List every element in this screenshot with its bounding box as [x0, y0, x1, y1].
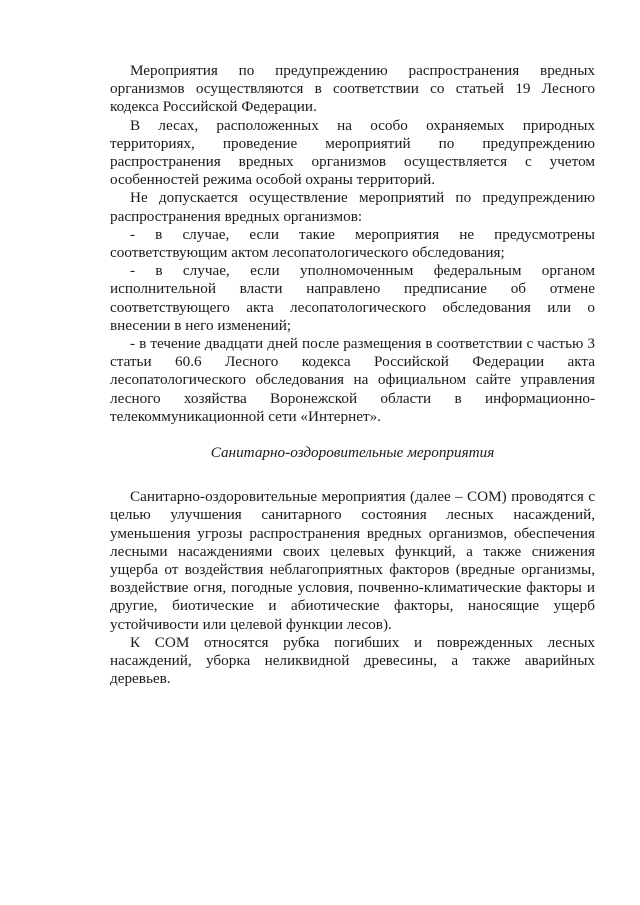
paragraph-protected-territories: В лесах, расположенных на особо охраняемых природных территориях, проведение мероприятий по предупреждению распространения вредных организмов осуществляется с учетом особенностей режима особой охраны территорий. — [110, 116, 595, 189]
paragraph-not-allowed: Не допускается осуществление мероприятий по предупреждению распространения вредных организмов: — [110, 189, 595, 225]
paragraph-som-purpose: Санитарно-оздоровительные мероприятия (далее – СОМ) проводятся с целью улучшения санитарного состояния лесных насаждений, уменьшения угрозы распространения вредных организмов, обеспечения лесными насаждениями своих целевых функций, а также снижения ущерба от воздействия неблагоприятных факторов (вредные организмы, воздействие огня, погодные условия, почвенно-климатические факторы и другие, биотические и абиотические факторы, наносящие ущерб устойчивости или целевой функции лесов). — [110, 488, 595, 633]
list-item-twenty-days: - в течение двадцати дней после размещения в соответствии с частью 3 статьи 60.6 Лесного кодекса Российской Федерации акта лесопатологического обследования на официальном сайте управления лесного хозяйства Воронежской области в информационно-телекоммуникационной сети «Интернет». — [110, 335, 595, 425]
list-item-order-issued: - в случае, если уполномоченным федеральным органом исполнительной власти направлено предписание об отмене соответствующего акта лесопатологического обследования или о внесении в него изменений; — [110, 262, 595, 334]
document-page — [110, 62, 595, 689]
list-item-not-provided: - в случае, если такие мероприятия не предусмотрены соответствующим актом лесопатологического обследования; — [110, 225, 595, 262]
paragraph-som-types: К СОМ относятся рубка погибших и поврежденных лесных насаждений, уборка неликвидной древесины, а также аварийных деревьев. — [110, 633, 595, 688]
paragraph-legal-basis: Мероприятия по предупреждению распространения вредных организмов осуществляются в соответствии со статьей 19 Лесного кодекса Российской Федерации. — [110, 62, 595, 116]
section-heading: Санитарно-оздоровительные мероприятия — [210, 444, 495, 462]
